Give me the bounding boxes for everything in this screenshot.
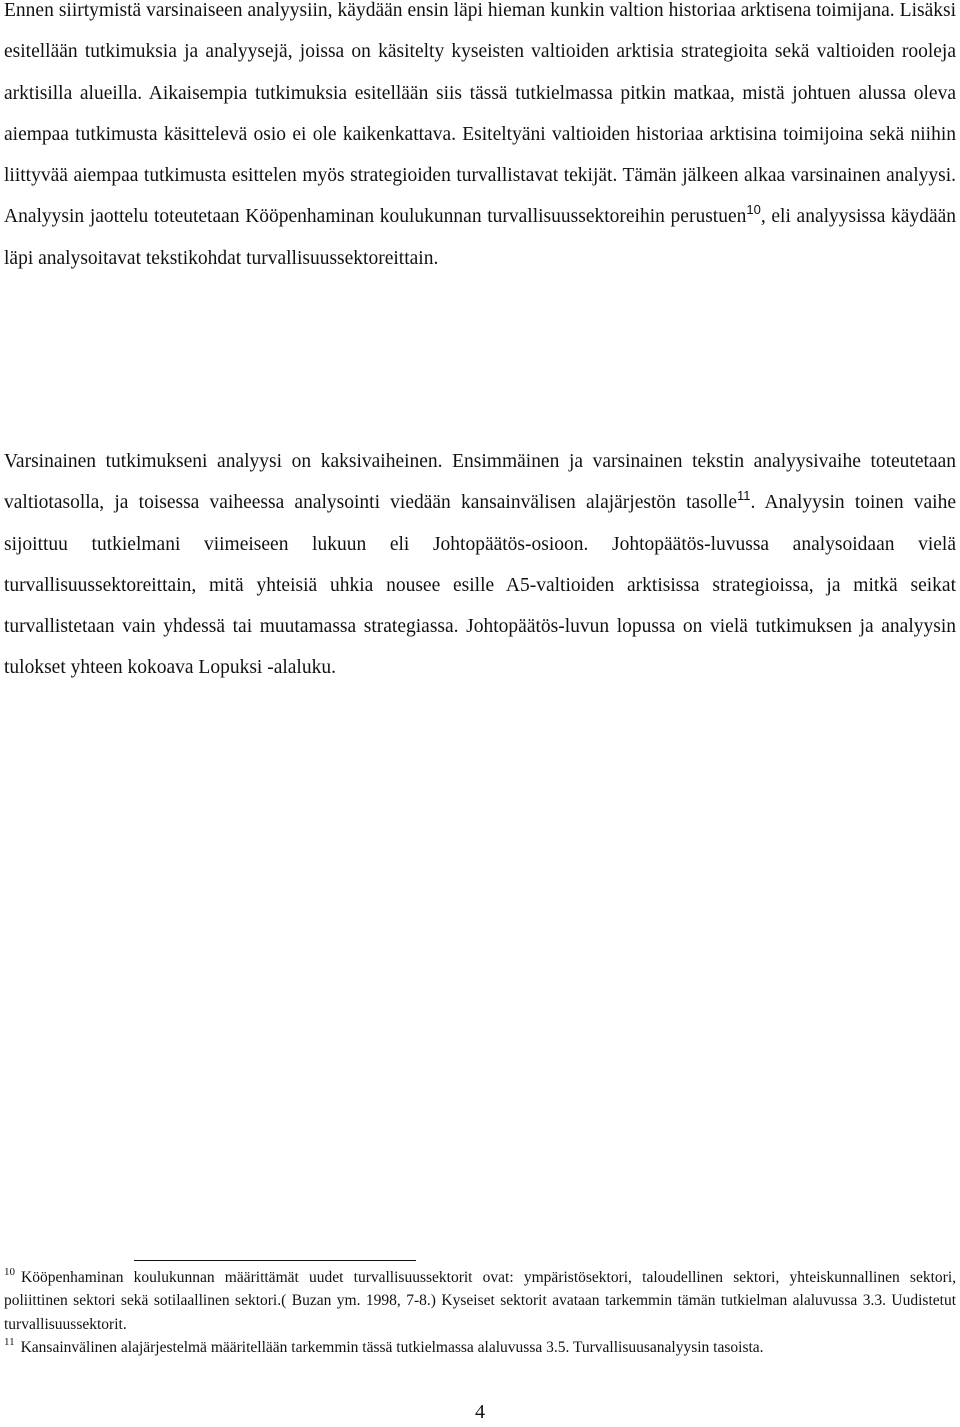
- footnote-text: Kööpenhaminan koulukunnan määrittämät uudet turvallisuussektorit ovat: ympäristösektori, taloudellinen sektori, yhteiskunnallinen sektori, poliittinen sektori sekä sotilaallinen sektori.( Buzan ym. 1998, 7-8.) Kyseiset sektorit avataan tarkemmin tämän tutkielman alaluvussa 3.3. Uudistetut turvallisuussektorit.: [4, 1269, 956, 1333]
- paragraph-2-text-b: . Analyysin toinen vaihe sijoittuu tutkielmani viimeiseen lukuun eli Johtopäätös-osioon. Johtopäätös-luvussa analysoidaan vielä turvallisuussektoreittain, mitä yhteisiä uhkia nousee esille A5-valtioiden arktisissa strategioissa, ja mitkä seikat turvallistetaan vain yhdessä tai muutamassa strategiassa. Johtopäätös-luvun lopussa on vielä tutkimuksen ja analyysin tulokset yhteen kokoava Lopuksi -alaluku.: [4, 492, 956, 679]
- paragraph-1-text-b: , eli analyysissa käydään läpi analysoitavat tekstikohdat turvallisuussektoreittain.: [4, 206, 957, 269]
- footnote-text: Kansainvälinen alajärjestelmä määritellään tarkemmin tässä tutkielmassa alaluvussa 3.5. Turvallisuusanalyysin tasoista.: [20, 1338, 764, 1356]
- paragraph-2-text-a: Varsinainen tutkimukseni analyysi on kaksivaiheinen. Ensimmäinen ja varsinainen tekstin analyysivaihe toteutetaan valtiotasolla, ja toisessa vaiheessa analysointi viedään kansainvälisen alajärjestön tasolle: [4, 451, 956, 514]
- footnote-reference-11[interactable]: 11: [736, 488, 751, 504]
- footnote-separator: [134, 1260, 416, 1261]
- page-number: 4: [475, 1401, 485, 1423]
- footnote-10: [4, 1266, 956, 1336]
- footnote-mark: 10: [4, 1266, 15, 1278]
- paragraph-1-text-a: Ennen siirtymistä varsinaiseen analyysiin, käydään ensin läpi hieman kunkin valtion historiaa arktisena toimijana. Lisäksi esitellään tutkimuksia ja analyysejä, joissa on käsitelty kyseisten valtioiden arktisia strategioita sekä valtioiden rooleja arktisilla alueilla. Aikaisempia tutkimuksia esitellään siis tässä tutkielmassa pitkin matkaa, mistä johtuen alussa oleva aiempaa tutkimusta käsittelevä osio ei ole kaikenkattava. Esiteltyäni valtioiden historiaa arktisina toimijoina sekä niihin liittyvää aiempaa tutkimusta esittelen myös strategioiden turvallistavat tekijät. Tämän jälkeen alkaa varsinainen analyysi. Analyysin jaottelu toteutetaan Kööpenhaminan koulukunnan turvallisuussektoreihin perustuen: [4, 0, 956, 228]
- footnote-11: [4, 1336, 956, 1359]
- footnote-reference-10[interactable]: 10: [746, 202, 761, 218]
- body-paragraph-1: [4, 0, 956, 279]
- footnote-mark: 11: [4, 1335, 15, 1348]
- body-paragraph-2: [4, 441, 956, 689]
- footnotes: [4, 1266, 956, 1359]
